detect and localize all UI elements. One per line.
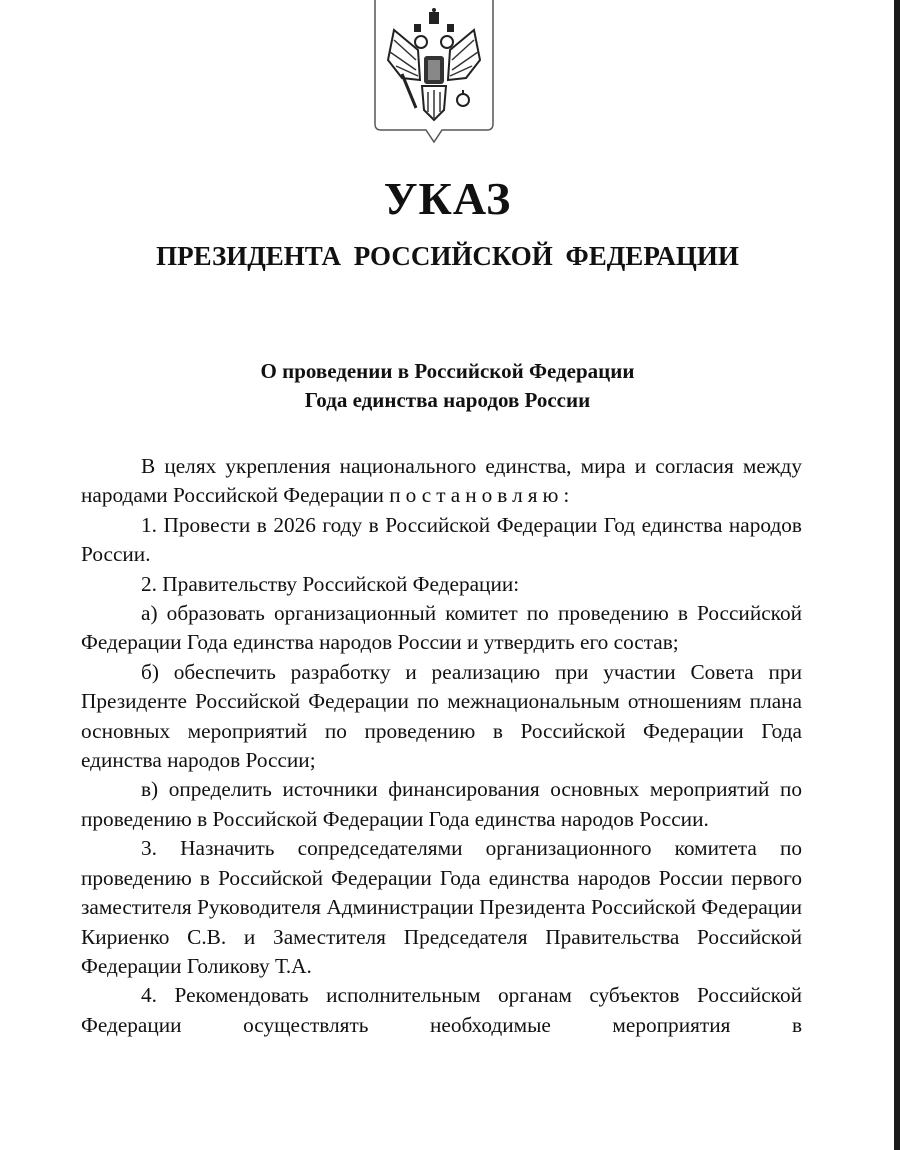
decree-body [81, 452, 802, 1040]
preamble-text: В целях укрепления национального единства, мира и согласия между народами Российской Федерации [81, 454, 802, 508]
heading-line-2: Года единства народов России [304, 388, 591, 412]
coat-of-arms-emblem [372, 0, 496, 148]
paragraph-2v: в) определить источники финансирования основных мероприятий по проведению в Российской Федерации Года единства народов России. [81, 777, 802, 831]
decree-heading [0, 357, 895, 415]
preamble [81, 452, 802, 511]
document-subtitle: ПРЕЗИДЕНТА РОССИЙСКОЙ ФЕДЕРАЦИИ [156, 241, 739, 271]
paragraph-2a: а) образовать организационный комитет по проведению в Российской Федерации Года единства народов России и утвердить его состав; [81, 601, 802, 655]
paragraph-1: 1. Провести в 2026 году в Российской Федерации Год единства народов России. [81, 512, 802, 567]
preamble-keyword: постановляю: [389, 483, 575, 508]
paragraph-2: 2. Правительству Российской Федерации: [141, 571, 520, 596]
paragraph-3: 3. Назначить сопредседателями организационного комитета по проведению в Российской Федерации Года единства народов России первого заместителя Руководителя Администрации Президента Российской Федерации Кириенко С.В. и Заместителя Председателя Правительства Российской Федерации Голикову Т.А. [81, 836, 802, 978]
paragraph-2b: б) обеспечить разработку и реализацию при участии Совета при Президенте Российской Федерации по межнациональным отношениям плана основных мероприятий по проведению в Российской Федерации Года единства народов России; [81, 659, 802, 773]
paragraph-4: 4. Рекомендовать исполнительным органам субъектов Российской Федерации осуществлять необходимые мероприятия в [81, 983, 802, 1037]
heading-line-1: О проведении в Российской Федерации [260, 359, 635, 383]
document-title: УКАЗ [383, 173, 512, 224]
